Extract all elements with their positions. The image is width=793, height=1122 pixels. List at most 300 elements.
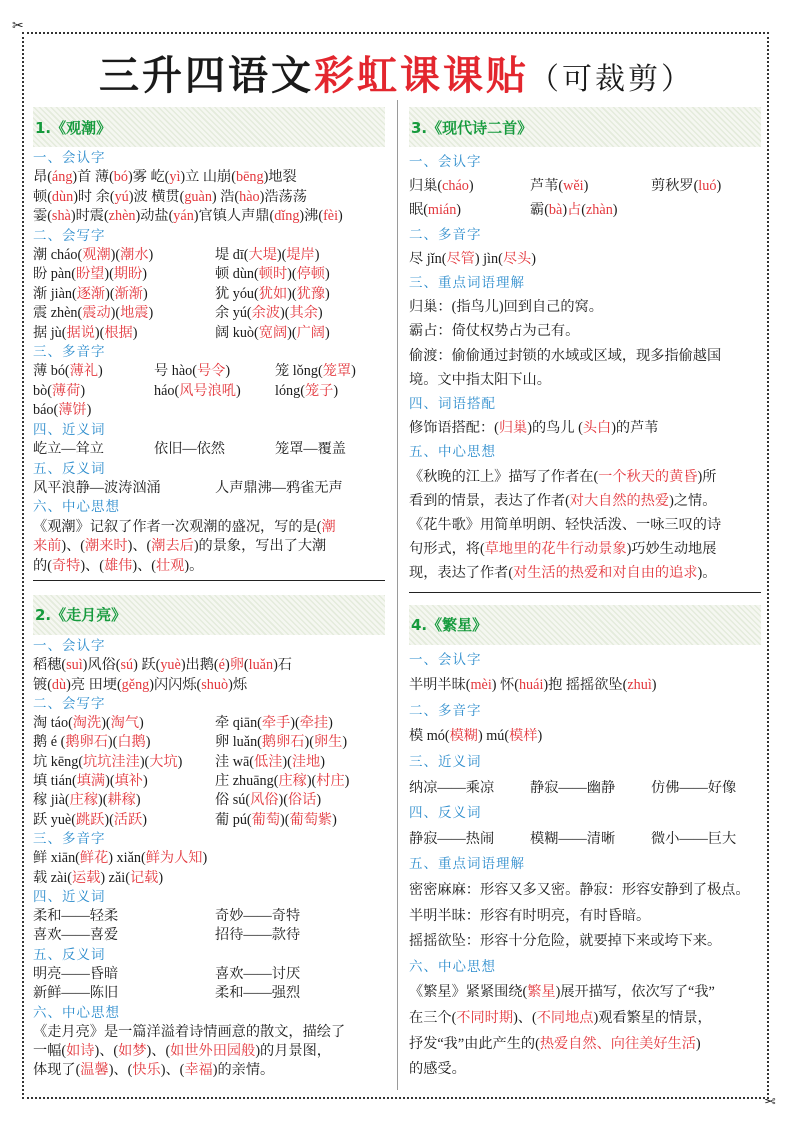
text-line: [33, 676, 385, 695]
text: )时 余(: [73, 188, 115, 205]
answer-text: 堤岸: [286, 247, 315, 264]
text: )的景象，写出了大潮: [193, 538, 327, 555]
text: 跃 yuè(: [33, 811, 76, 828]
text-cell: [33, 753, 215, 772]
block-heading: 五、反义词: [33, 460, 106, 477]
answer-text: 卵生: [313, 734, 343, 751]
text: )之情。: [669, 492, 717, 509]
text-cell: [215, 907, 397, 926]
text-line: [33, 557, 385, 576]
block-heading: 五、反义词: [33, 946, 106, 963]
answer-text: zhèn: [108, 208, 136, 225]
text-line: [33, 1061, 385, 1080]
text-cell: [215, 772, 397, 791]
text-line: [409, 368, 761, 392]
text: 在三个(: [409, 1009, 457, 1026]
answer-text: 跳跃: [75, 811, 105, 828]
answer-text: 潮去后: [151, 538, 194, 555]
block-heading: 一、会认字: [409, 651, 482, 668]
answer-text: 笼子: [304, 382, 334, 399]
text: 据 jù(: [33, 324, 67, 341]
answer-text: 幸福: [184, 1062, 213, 1079]
text-line: [33, 965, 385, 984]
text-line: [409, 465, 761, 489]
text: ): [80, 382, 86, 399]
answer-text: 快乐: [132, 1062, 161, 1079]
answer-text: suì: [66, 657, 83, 674]
answer-text: dùn: [51, 188, 74, 205]
text: 半明半昧(: [409, 677, 471, 694]
text: ) zǎi(: [100, 869, 130, 886]
text: )、(: [108, 1062, 133, 1079]
text-cell: [33, 362, 154, 381]
text: ): [139, 715, 144, 732]
text: 霸(: [530, 202, 549, 219]
text-cell: [33, 382, 154, 401]
text-line: [33, 518, 385, 537]
text: 招待——款待: [215, 927, 301, 944]
text-line: [33, 714, 385, 733]
text: 霎(: [33, 208, 52, 225]
text: 号 hào(: [154, 363, 197, 380]
answer-text: 淘洗: [72, 715, 102, 732]
answer-text: 卵: [229, 657, 244, 674]
answer-text: 繁星: [527, 984, 556, 1001]
answer-text: 根据: [104, 324, 133, 341]
text: 卵 luǎn(: [215, 734, 262, 751]
text-cell: [215, 811, 397, 830]
text: ): [332, 811, 337, 828]
text: )地裂: [263, 169, 297, 186]
text-cell: [215, 479, 397, 498]
text: )沸(: [299, 208, 324, 225]
text-cell: [154, 382, 275, 401]
answer-text: 填满: [76, 773, 106, 790]
text: 静寂——热闹: [409, 830, 495, 847]
block-heading: 二、会写字: [33, 695, 106, 712]
text: )(: [139, 753, 150, 770]
section-body: [33, 149, 385, 576]
text-line: [409, 489, 761, 513]
block-heading: 五、中心思想: [409, 444, 496, 461]
text: )(: [105, 285, 115, 302]
answer-text: áng: [51, 169, 73, 186]
text: 《观潮》记叙了作者一次观潮的盛况，写的是(: [33, 518, 322, 535]
block-heading: 四、近义词: [33, 421, 106, 438]
text: )抱 摇摇欲坠(: [543, 677, 628, 694]
text: )、(: [160, 1062, 185, 1079]
answer-text: cháo: [442, 178, 469, 195]
text: ): [317, 305, 323, 322]
text: )、(: [513, 1009, 537, 1026]
text: ): [224, 657, 230, 674]
answer-text: 尽头: [502, 250, 532, 267]
text: (: [581, 202, 586, 219]
answer-text: 潮: [321, 518, 336, 535]
text-cell: [215, 753, 397, 772]
text-cell: [275, 382, 396, 401]
text: 微小——巨大: [651, 830, 737, 847]
text: 喜欢——喜爱: [33, 927, 119, 944]
answer-text: 坑坑洼洼: [83, 753, 140, 770]
text-cell: [530, 776, 651, 802]
answer-text: 对大自然的热爱: [569, 492, 670, 509]
text-cell: [215, 791, 397, 810]
text: 半明半昧：形容有时明亮，有时昏暗。: [409, 907, 651, 924]
text: )石: [273, 657, 292, 674]
text-cell: [215, 926, 397, 945]
text: 一幅(: [33, 1043, 67, 1060]
text: ): [135, 792, 141, 809]
text: ): [158, 869, 164, 886]
answer-text: 地震: [120, 305, 149, 322]
text: 笼 lǒng(: [275, 363, 323, 380]
block-heading: 四、反义词: [409, 805, 482, 822]
text: 的(: [33, 557, 52, 574]
answer-text: 头白: [582, 420, 612, 437]
answer-text: fèi: [323, 208, 339, 225]
text: )官镇人声鼎(: [193, 208, 275, 225]
text: ) xiǎn(: [108, 850, 146, 867]
text: )展开描写，依次写了“我”: [555, 984, 715, 1001]
text-cell: [33, 440, 154, 459]
answer-text: 大堤: [248, 247, 277, 264]
text: )时震(: [70, 208, 109, 225]
text-line: [33, 849, 385, 868]
text: 《走月亮》是一篇洋溢着诗情画意的散文，描绘了: [33, 1023, 346, 1040]
block-heading: 三、多音字: [33, 830, 106, 847]
text: )(: [105, 773, 115, 790]
text-line: [33, 656, 385, 675]
text: )出鹅(: [180, 657, 219, 674]
text: ): [456, 202, 462, 219]
text: ): [316, 792, 322, 809]
answer-text: 风号浪吼: [179, 382, 236, 399]
text: ): [338, 208, 343, 225]
text: )(: [290, 715, 300, 732]
answer-text: 活跃: [113, 811, 143, 828]
text-line: [409, 1032, 761, 1058]
text: )(: [306, 773, 317, 790]
text: 稻穗(: [33, 657, 67, 674]
section-title: 3.《现代诗二首》: [409, 107, 761, 147]
answer-text: 葡萄: [251, 811, 281, 828]
answer-text: 庄稼: [278, 773, 307, 790]
text: 模糊——清晰: [530, 830, 616, 847]
answer-text: mèi: [470, 677, 492, 694]
text: )的芦苇: [611, 420, 659, 437]
text: 现，表达了作者(: [409, 565, 514, 582]
text-line: [33, 382, 385, 401]
answer-text: luǎn: [248, 657, 274, 674]
text-line: [409, 1057, 761, 1083]
answer-text: sú: [120, 657, 134, 674]
answer-text: 村庄: [316, 773, 345, 790]
text: ): [86, 402, 92, 419]
answer-text: 对生活的热爱和对自由的追求: [513, 565, 698, 582]
text-line: [409, 416, 761, 440]
text: 庄 zhuāng(: [215, 773, 279, 790]
text-line: [33, 362, 385, 381]
text: ): [328, 715, 333, 732]
block-heading: 三、重点词语理解: [409, 275, 525, 292]
text-cell: [530, 198, 651, 222]
answer-text: 低洼: [254, 753, 283, 770]
text: ): [468, 178, 474, 195]
text: 体现了(: [33, 1062, 81, 1079]
block-heading: 六、中心思想: [33, 499, 120, 516]
text: )所: [697, 468, 717, 485]
answer-text: wěi: [563, 178, 584, 195]
answer-text: 潮水: [120, 247, 149, 264]
text: 静寂——幽静: [530, 779, 616, 796]
text-line: [33, 265, 385, 284]
answer-text: é: [218, 657, 225, 674]
text-line: [33, 733, 385, 752]
answer-text: 记载: [129, 869, 159, 886]
text-line: [33, 246, 385, 265]
answer-text: 归巢: [498, 420, 528, 437]
text: 昂(: [33, 169, 52, 186]
answer-text: bēng: [235, 169, 264, 186]
text: lóng(: [275, 382, 305, 399]
text: 堤 dī(: [215, 247, 249, 264]
answer-text: guàn: [184, 188, 212, 205]
text: 仿佛——好像: [651, 779, 737, 796]
text: )(: [278, 792, 288, 809]
answer-text: 大坑: [149, 753, 178, 770]
text-line: [33, 168, 385, 187]
block-heading: 四、词语搭配: [409, 396, 496, 413]
answer-text: 尽管: [446, 250, 475, 267]
text-line: [33, 869, 385, 888]
answer-text: 运载: [72, 869, 101, 886]
text-line: [409, 929, 761, 955]
text-cell: [215, 965, 397, 984]
text: 霸占：倚仗权势占为己有。: [409, 323, 580, 340]
answer-text: 期盼: [113, 266, 143, 283]
text: (: [243, 657, 249, 674]
text: 依旧—依然: [154, 441, 225, 458]
text-cell: [215, 304, 397, 323]
text-line: [409, 174, 761, 198]
text: 《繁星》紧紧围绕(: [409, 984, 528, 1001]
text-line: [409, 319, 761, 343]
answer-text: 如梦: [118, 1043, 147, 1060]
answer-text: 余波: [251, 305, 281, 322]
text: )的亲情。: [212, 1062, 275, 1079]
answer-text: 笼罩: [322, 363, 352, 380]
answer-text: 俗话: [287, 792, 317, 809]
text: 坑 kēng(: [33, 753, 84, 770]
text: 镀(: [33, 676, 52, 693]
text: 归巢：(指鸟儿)回到自己的窝。: [409, 299, 603, 316]
answer-text: 模样: [509, 728, 538, 745]
block-heading: 一、会认字: [409, 154, 482, 170]
text: )、(: [94, 1043, 119, 1060]
answer-text: 犹如: [258, 285, 288, 302]
text: 修饰语搭配：(: [409, 420, 499, 437]
scissors-icon: ✂: [764, 1092, 776, 1108]
text: )、(: [61, 538, 86, 555]
block-heading: 四、近义词: [33, 888, 106, 905]
answer-text: yì: [169, 169, 181, 186]
text: ) mú(: [477, 728, 510, 745]
text-cell: [409, 198, 530, 222]
text-line: [33, 926, 385, 945]
text: 鹅 é (: [33, 734, 66, 751]
answer-text: 壮观: [155, 557, 185, 574]
text-cell: [33, 324, 215, 343]
text: ): [324, 285, 330, 302]
text: 奇妙——奇特: [215, 908, 301, 925]
column-divider: [397, 100, 398, 1090]
text: 纳凉——乘凉: [409, 779, 495, 796]
text: )亮 田埂(: [66, 676, 122, 693]
answer-text: 耕稼: [107, 792, 136, 809]
text-cell: [33, 246, 215, 265]
section-separator: [33, 580, 385, 581]
text: )浩荡荡: [259, 188, 307, 205]
text: 填 tián(: [33, 773, 77, 790]
text: 喜欢——讨厌: [215, 965, 301, 982]
text-cell: [215, 285, 397, 304]
answer-text: bó: [113, 169, 128, 186]
text: ): [344, 773, 350, 790]
text: )、(: [132, 557, 156, 574]
section-body: [409, 648, 761, 1083]
text-cell: [154, 362, 275, 381]
answer-text: shuò: [201, 676, 229, 693]
answer-text: 草地里的花牛行动景象: [484, 541, 627, 558]
text: 密密麻麻：形容又多又密。静寂：形容安静到了极点。: [409, 882, 750, 898]
answer-text: 占: [567, 202, 582, 219]
answer-text: 观潮: [82, 247, 111, 264]
answer-text: 模糊: [449, 728, 478, 745]
text-cell: [215, 324, 397, 343]
block-heading: 三、近义词: [409, 754, 482, 771]
answer-text: 薄礼: [69, 363, 99, 380]
answer-text: 鲜花: [79, 850, 109, 867]
text: ): [225, 363, 231, 380]
text: 震 zhèn(: [33, 305, 83, 322]
text: 犹 yóu(: [215, 285, 259, 302]
answer-text: 淘气: [110, 715, 140, 732]
text: )首 薄(: [72, 169, 114, 186]
answer-text: yuè: [160, 657, 181, 674]
section-title: 1.《观潮》: [33, 107, 385, 147]
text: )动盐(: [135, 208, 174, 225]
text: )。: [184, 557, 204, 574]
text-cell: [275, 362, 396, 381]
text: 载 zài(: [33, 869, 72, 886]
text-line: [33, 791, 385, 810]
answer-text: 宽阔: [258, 324, 288, 341]
text-cell: [215, 984, 397, 1003]
text: )、(: [80, 557, 104, 574]
section-body: [33, 637, 385, 1081]
text: ): [142, 773, 148, 790]
text: ): [651, 677, 657, 694]
answer-text: 庄稼: [69, 792, 99, 809]
answer-text: 其余: [289, 305, 318, 322]
block-heading: 六、中心思想: [409, 958, 496, 975]
text: 境。文中指太阳下山。: [409, 371, 551, 388]
answer-text: 奇特: [51, 557, 81, 574]
text: 葡 pú(: [215, 811, 252, 828]
text-line: [33, 207, 385, 226]
text: 偷渡：偷偷通过封锁的水域或区域，现多指偷越国: [409, 347, 722, 364]
text: 眠(: [409, 202, 428, 219]
text: )的鸟儿 (: [527, 420, 583, 437]
right-column: [409, 107, 761, 1083]
text: 风平浪静—波涛汹涌: [33, 479, 161, 496]
text: 盼 pàn(: [33, 266, 76, 283]
text: ): [320, 753, 325, 770]
left-column: [33, 107, 385, 1081]
answer-text: gěng: [121, 676, 150, 693]
text-line: [409, 344, 761, 368]
text-cell: [33, 285, 215, 304]
answer-text: 号令: [196, 363, 226, 380]
section-separator: [409, 592, 761, 593]
text: ): [531, 250, 536, 267]
text-cell: [409, 827, 530, 853]
answer-text: huái: [518, 677, 544, 694]
answer-text: 热爱自然、向往美好生活: [539, 1035, 696, 1052]
answer-text: 填补: [114, 773, 143, 790]
text: 柔和——轻柔: [33, 908, 119, 925]
text-line: [409, 724, 761, 750]
answer-text: 震动: [82, 305, 111, 322]
block-heading: 一、会认字: [33, 150, 106, 166]
answer-text: 鹅卵石: [65, 734, 108, 751]
text: )(: [287, 285, 297, 302]
text-line: [409, 537, 761, 561]
text: 人声鼎沸—鸦雀无声: [215, 479, 343, 496]
text: )(: [101, 715, 111, 732]
answer-text: 如诗: [66, 1043, 95, 1060]
text: )(: [280, 811, 290, 828]
text: ) jìn(: [474, 250, 503, 267]
answer-text: 广阔: [296, 324, 325, 341]
answer-text: 逐渐: [76, 285, 106, 302]
text: 摇摇欲坠：形容十分危险，就要掉下来或垮下来。: [409, 933, 722, 950]
text: 鲜 xiān(: [33, 850, 80, 867]
text: )、(: [146, 1043, 171, 1060]
text-cell: [33, 479, 215, 498]
text-cell: [33, 965, 215, 984]
section-title: 2.《走月亮》: [33, 595, 385, 635]
text: )雾 屹(: [127, 169, 170, 186]
block-heading: 五、重点词语理解: [409, 856, 525, 873]
block-heading: 三、多音字: [33, 344, 106, 361]
text-line: [33, 772, 385, 791]
text-cell: [33, 984, 215, 1003]
text: )闪闪烁(: [149, 676, 202, 693]
text-cell: [651, 174, 772, 198]
text-line: [409, 827, 761, 853]
text-line: [409, 878, 761, 904]
text-cell: [33, 265, 215, 284]
text-cell: [33, 733, 215, 752]
text: )(: [280, 305, 290, 322]
text-line: [409, 513, 761, 537]
text: ): [716, 178, 722, 195]
text: )(: [98, 792, 108, 809]
text: 柔和——强烈: [215, 985, 301, 1002]
text: ): [695, 1035, 701, 1052]
